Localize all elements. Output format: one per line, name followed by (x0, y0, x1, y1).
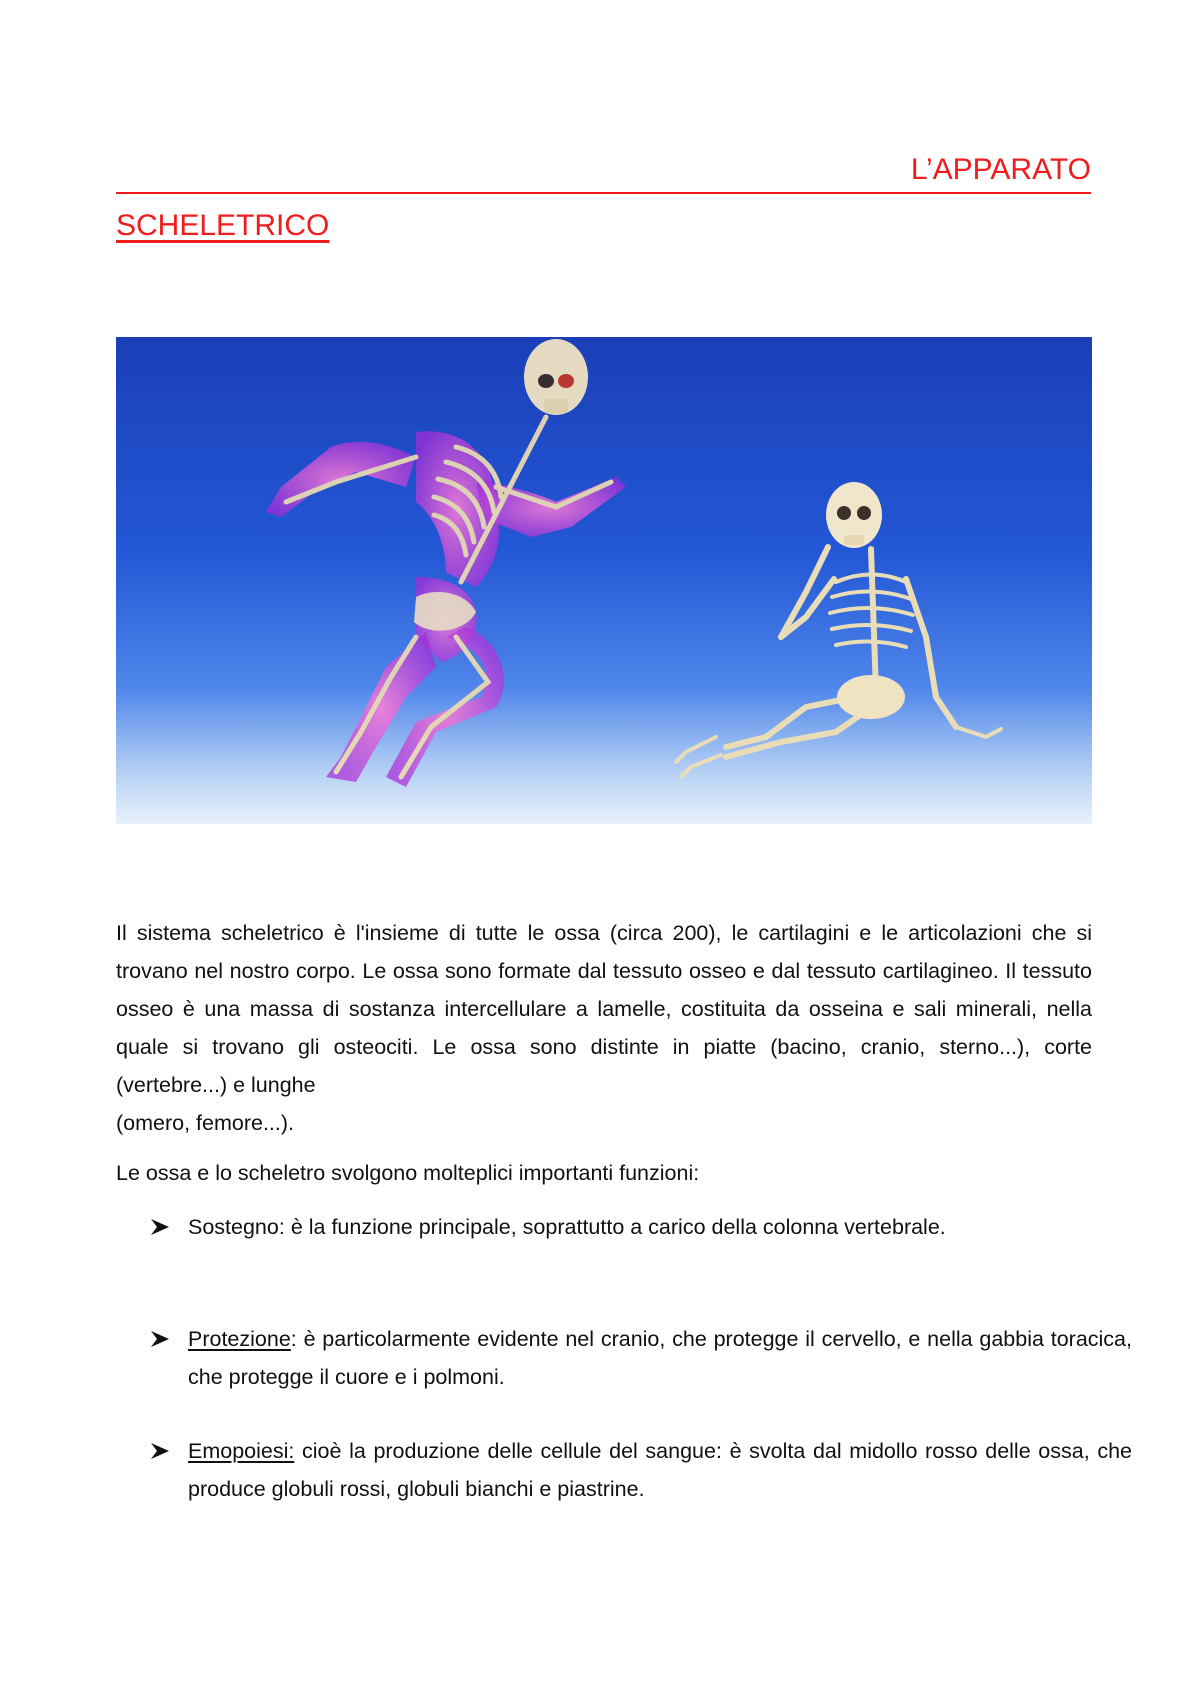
skeleton-illustration (116, 337, 1092, 824)
intro-paragraph-text: Il sistema scheletrico è l'insieme di tutte le ossa (circa 200), le cartilagini e le articolazioni che si trovano nel nostro corpo. Le ossa sono formate dal tessuto osseo e dal tessuto cartilagineo. Il tessuto osseo è una massa di sostanza intercellulare a lamelle, costituita da osseina e sali minerali, nella quale si trovano gli osteociti. Le ossa sono distinte in piatte (bacino, cranio, sterno...), corte (vertebre...) e lunghe (116, 921, 1092, 1097)
list-item-sostegno (148, 1208, 1132, 1246)
bullet-description: cioè la produzione delle cellule del sangue: è svolta dal midollo rosso delle ossa, che produce globuli rossi, globuli bianchi e piastrine. (188, 1439, 1132, 1501)
arrowhead-bullet-icon (148, 1208, 172, 1246)
arrowhead-bullet-icon (148, 1432, 172, 1470)
arrowhead-bullet-icon (148, 1320, 172, 1358)
intro-paragraph (116, 914, 1092, 1142)
title-line-2: SCHELETRICO (116, 209, 330, 242)
list-item-emopoiesi (148, 1432, 1132, 1508)
bullet-separator: : (290, 1327, 304, 1351)
bullet-separator (294, 1439, 302, 1463)
bullet-term: Emopoiesi: (188, 1439, 295, 1463)
intro-paragraph-last-line: (omero, femore...). (116, 1111, 295, 1135)
functions-intro: Le ossa e lo scheletro svolgono molteplici importanti funzioni: (116, 1161, 700, 1185)
bullet-separator: : (278, 1215, 291, 1239)
bullet-description: è la funzione principale, soprattutto a carico della colonna vertebrale. (290, 1215, 946, 1239)
bullet-term: Sostegno (188, 1215, 279, 1239)
title-line-1: L’APPARATO (116, 148, 1091, 194)
bullet-description: è particolarmente evidente nel cranio, che protegge il cervello, e nella gabbia toracica, che protegge il cuore e i polmoni. (188, 1327, 1132, 1389)
list-item-protezione (148, 1320, 1132, 1396)
bullet-term: Protezione (188, 1327, 291, 1351)
